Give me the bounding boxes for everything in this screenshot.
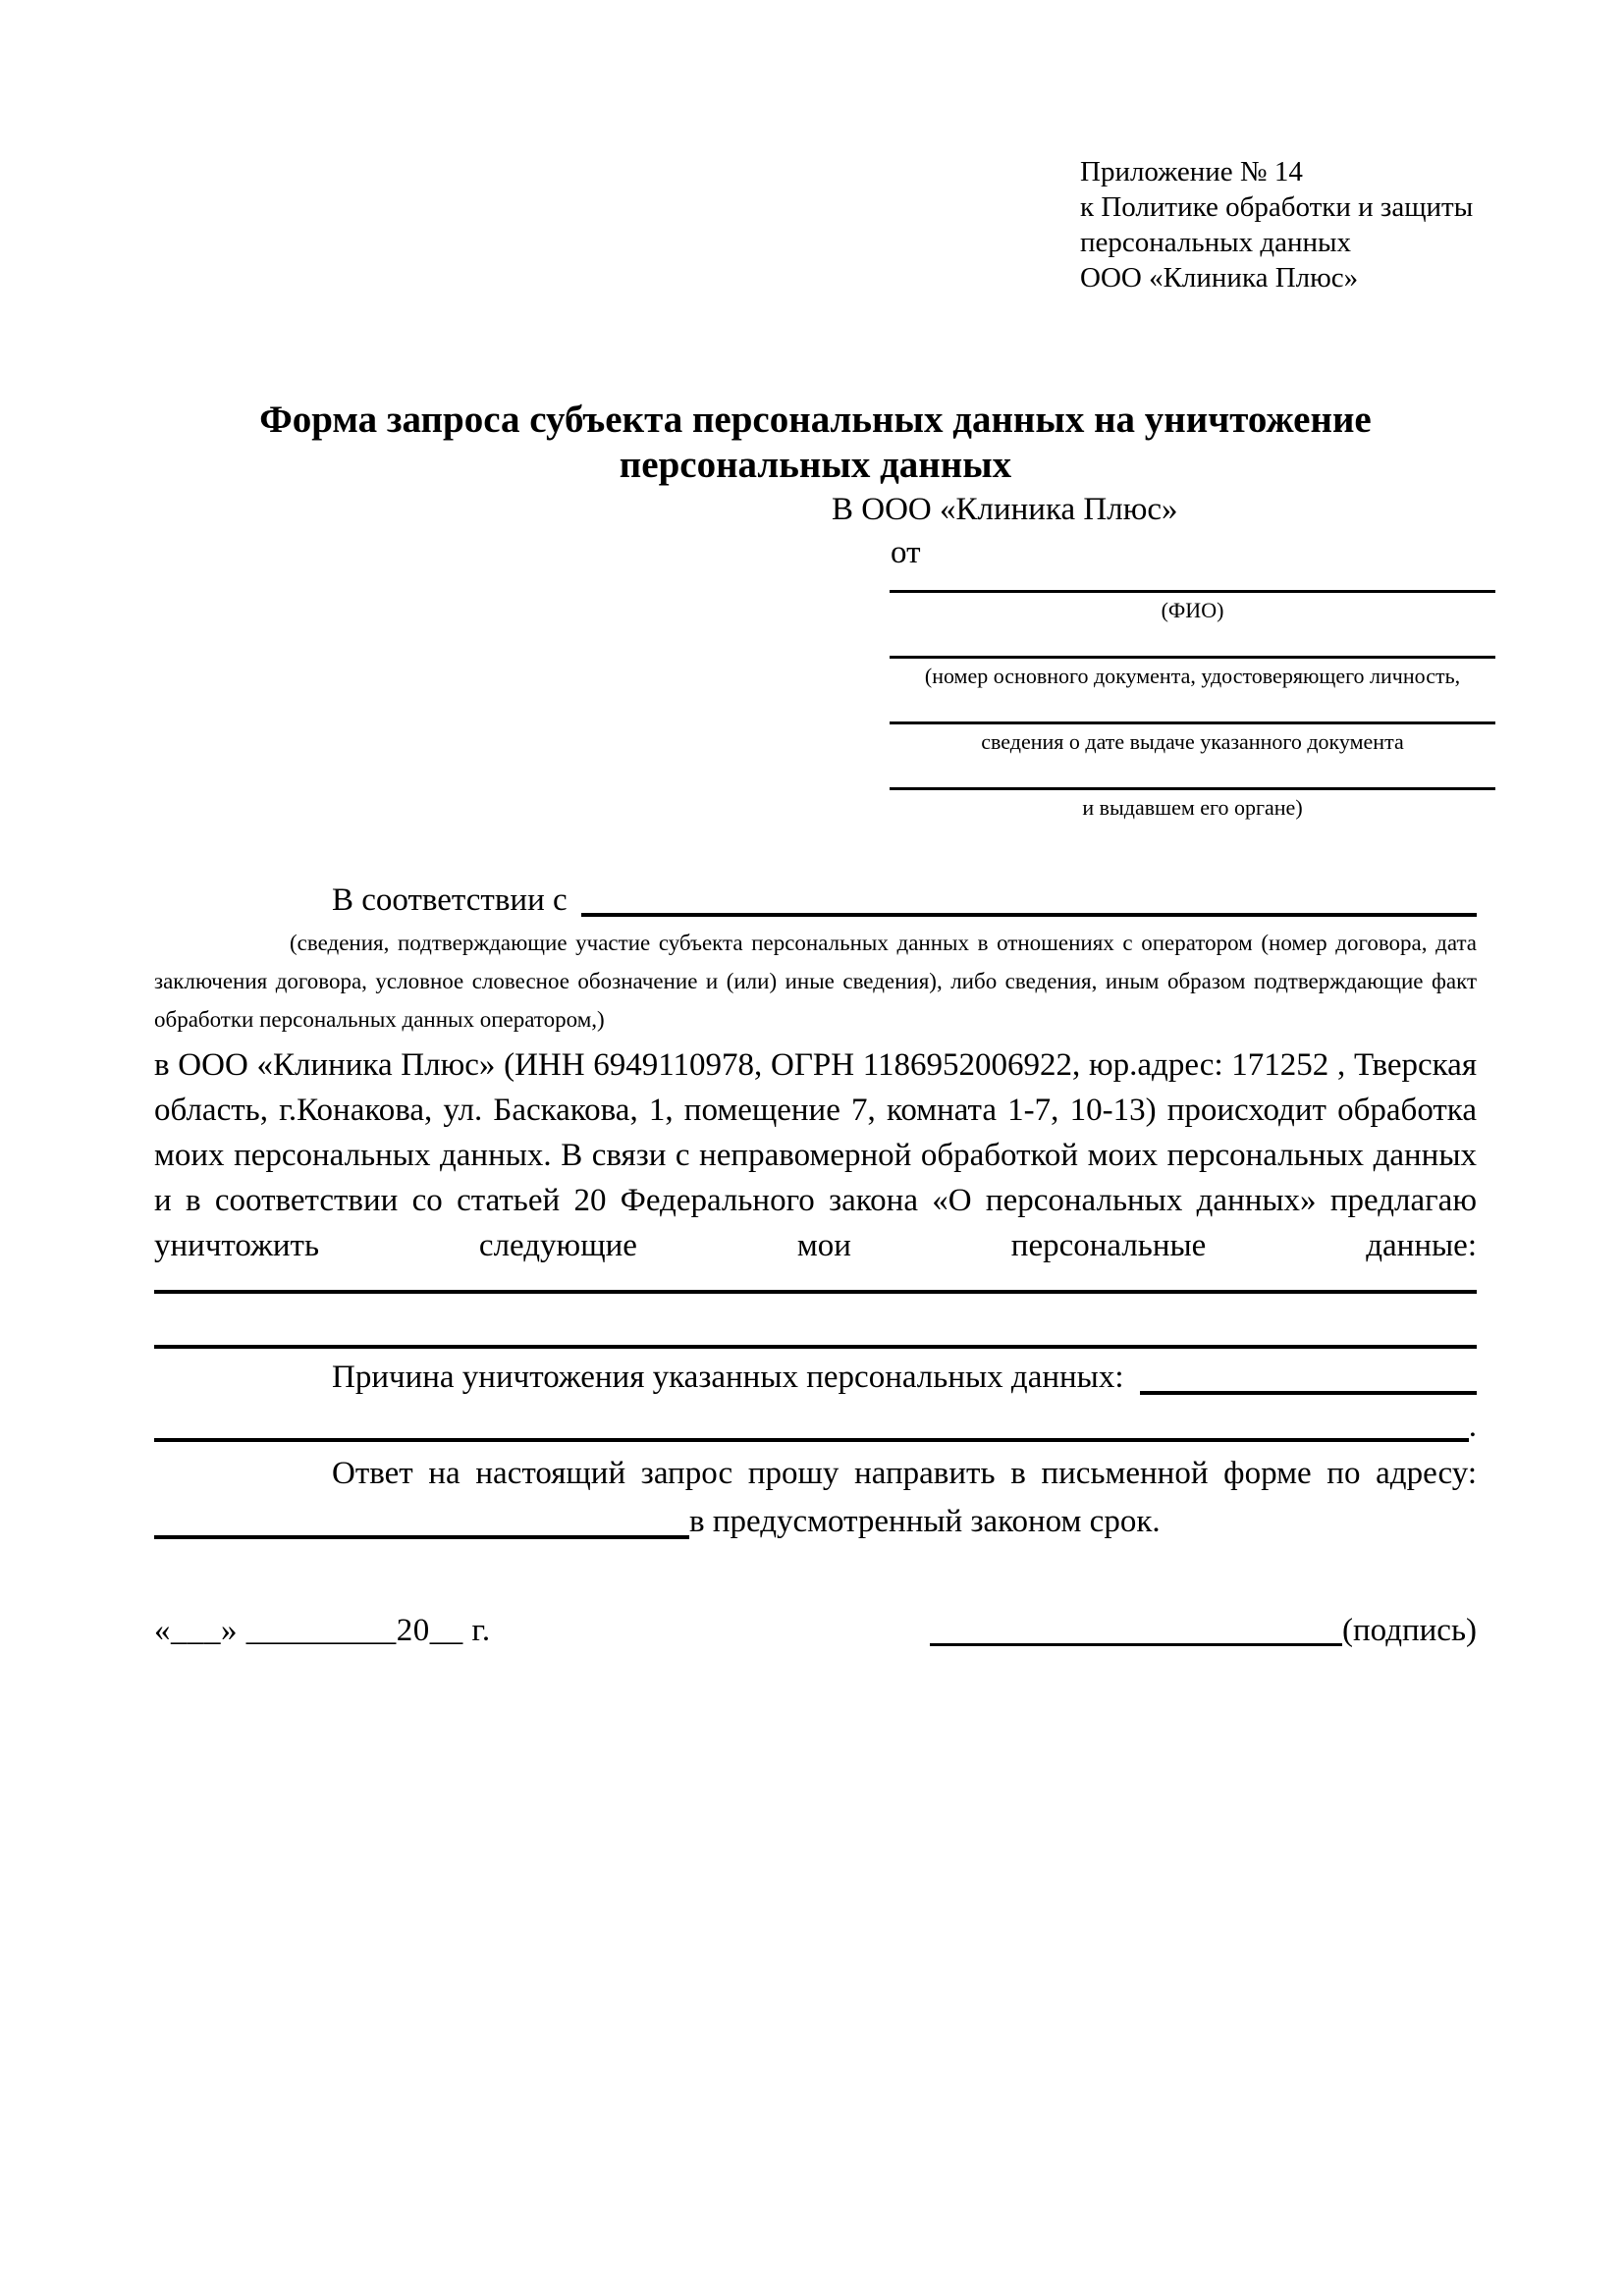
- body-paragraph: в ООО «Клиника Плюс» (ИНН 6949110978, ОГРН 1186952006922, юр.адрес: 171252 , Тверская область, г.Конакова, ул. Баскакова, 1, помещение 7, комната 1-7, 10-13) происходит обработка моих персональных данных. В связи с неправомерной обработкой моих персональных данных и в соответствии со статьей 20 Федерального закона «О персональных данных» предлагаю уничтожить следующие мои персональные данные:: [154, 1047, 1477, 1263]
- reason-label: Причина уничтожения указанных персональных данных:: [332, 1360, 1124, 1395]
- reason-continuation-row: [154, 1400, 1477, 1449]
- response-address-row: [154, 1496, 1477, 1544]
- issue-date-blank-line: [890, 706, 1495, 724]
- annex-header: [1080, 154, 1477, 295]
- data-blank-line-2: [154, 1294, 1477, 1349]
- reason-blank-line-2: [154, 1400, 1469, 1442]
- signature-blank-line: [930, 1610, 1342, 1646]
- document-number-caption: (номер основного документа, удостоверяющего личность,: [924, 664, 1461, 688]
- accordance-blank-line: [581, 879, 1477, 917]
- accordance-label: В соответствии с: [332, 882, 568, 918]
- address-blank-line: [154, 1496, 689, 1539]
- annex-line: к Политике обработки и защиты: [1080, 191, 1474, 223]
- signature-group: [930, 1609, 1477, 1652]
- annex-line: Приложение № 14: [1080, 156, 1303, 187]
- reason-blank-line: [1140, 1355, 1477, 1395]
- response-tail: в предусмотренный законом срок.: [689, 1504, 1161, 1539]
- date-placeholder: «___» _________20__ г.: [154, 1613, 491, 1648]
- recipient-line: В ООО «Клиника Плюс»: [832, 492, 1178, 527]
- reason-row: [154, 1355, 1477, 1400]
- fio-blank-line: [890, 574, 1495, 593]
- annex-line: персональных данных: [1080, 227, 1352, 258]
- reason-period: .: [1468, 1409, 1477, 1444]
- document-title: Форма запроса субъекта персональных данных на уничтожение персональных данных: [259, 399, 1372, 486]
- data-blank-line-1: [154, 1268, 1477, 1294]
- issuing-authority-caption: и выдавшем его органе): [1082, 795, 1303, 820]
- response-request-paragraph: Ответ на настоящий запрос прошу направить в письменной форме по адресу:: [332, 1456, 1477, 1491]
- document-number-blank-line: [890, 640, 1495, 659]
- issuing-authority-blank-line: [890, 772, 1495, 790]
- fio-caption: (ФИО): [1161, 598, 1224, 622]
- annex-line: ООО «Клиника Плюс»: [1080, 262, 1359, 294]
- date-signature-row: [154, 1609, 1477, 1652]
- issue-date-caption: сведения о дате выдаче указанного документа: [981, 729, 1404, 754]
- accordance-row: [154, 879, 1477, 922]
- from-label: от: [891, 535, 921, 570]
- signature-caption: (подпись): [1342, 1613, 1477, 1648]
- accordance-note: (сведения, подтверждающие участие субъекта персональных данных в отношениях с оператором (номер договора, дата заключения договора, условное словесное обозначение и (или) иные сведения), либо сведения, иным образом подтверждающие факт обработки персональных данных оператором,): [154, 931, 1477, 1032]
- identity-fields: [890, 574, 1495, 837]
